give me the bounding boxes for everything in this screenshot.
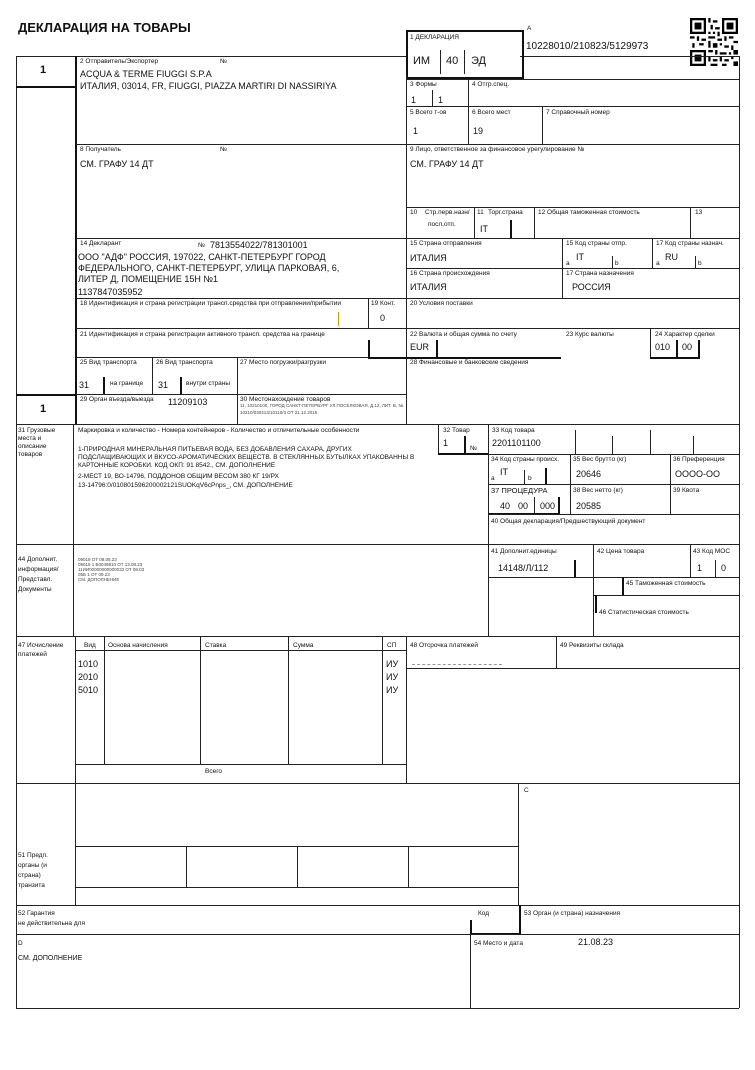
transport-inland: 31 — [158, 380, 169, 390]
box32-label: 32 Товар — [443, 427, 470, 434]
box36-label: 36 Преференция — [673, 456, 725, 463]
box26-sub: внутри страны — [186, 380, 231, 387]
corner-d-label: D — [18, 940, 23, 947]
box39-label: 39 Квота — [673, 487, 700, 494]
goods-location-1: 11, 10210100, ГОРОД САНКТ-ПЕТЕРБУРГ УЛ.ПОСЕЛКОВАЯ, Д.12, ЛИТ. В, № — [240, 403, 404, 408]
supplementary-units: 14148/Л/112 — [498, 563, 549, 573]
doc-line-5: СМ. ДОПОЛНЕНИЕ — [78, 577, 120, 582]
box32-no: № — [470, 445, 477, 452]
payment-sp-1: ИУ — [386, 659, 399, 669]
box31-label-4: товаров — [18, 451, 43, 458]
box25-label: 25 Вид транспорта — [80, 359, 137, 366]
box47-label-1: 47 Исчисление — [18, 642, 64, 649]
box16-label: 16 Страна происхождения — [410, 270, 490, 277]
box19-label: 19 Конт. — [371, 300, 396, 307]
payment-vid-3: 5010 — [78, 685, 99, 695]
box25-sub: на границе — [110, 380, 144, 387]
box44-label-4: Документы — [18, 586, 52, 593]
gross-weight: 20646 — [576, 469, 602, 479]
declaration-type-3: ЭД — [471, 55, 486, 67]
doc-line-2: 09019 1 Б0049810 ОТ 13.08.23 — [78, 562, 143, 567]
box54-label: 54 Место и дата — [474, 940, 523, 947]
box51-label-3: страна) — [18, 872, 41, 879]
box2-label: 2 Отправитель/Экспортер — [80, 58, 159, 65]
box20-label: 20 Условия поставки — [410, 300, 473, 307]
box17-label: 17 Страна назначения — [566, 270, 634, 277]
box45-label: 45 Таможенная стоимость — [626, 580, 706, 587]
declaration-date: 21.08.23 — [578, 937, 614, 947]
trading-country: IT — [480, 224, 488, 234]
transport-border: 31 — [79, 380, 90, 390]
box10-sub1: Стр.перв.назн/ — [425, 209, 470, 216]
box8-no: № — [220, 146, 227, 153]
page-title: ДЕКЛАРАЦИЯ НА ТОВАРЫ — [18, 20, 191, 35]
box35-label: 35 Вес брутто (кг) — [573, 456, 627, 463]
customs-office: 11209103 — [168, 397, 208, 407]
registration-number: 10228010/210823/5129973 — [526, 41, 649, 52]
box47-label-2: платежей — [18, 651, 47, 658]
box33-label: 33 Код товара — [492, 427, 535, 434]
total-items: 1 — [413, 126, 419, 136]
box10-sub2: посл.отп. — [428, 221, 456, 228]
box31-header: Маркировка и количество - Номера контейнеров - Количество и отличительные особенности — [78, 427, 360, 434]
box13-label: 13 — [695, 209, 703, 216]
box10-label: 10 — [410, 209, 418, 216]
box48-label: 48 Отсрочка платежей — [410, 642, 478, 649]
goods-desc-3: КАРТОННЫЕ КОРОБКИ. КОД ОКП: 91 8542., СМ. ДОПОЛНЕНИЕ — [78, 462, 276, 469]
declarant-inn: 7813554022/781301001 — [210, 240, 308, 250]
box7-label: 7 Справочный номер — [546, 109, 610, 116]
goods-location-2: 10210/030413/10110/3 ОТ 21.12.2015 — [240, 410, 318, 415]
payment-total-label: Всего — [205, 768, 223, 775]
transaction-nature-2: 00 — [682, 342, 693, 352]
preference-code: ОООО-ОО — [675, 469, 720, 479]
goods-desc-4: 2-МЕСТ 19, ВО-14796, ПОДДОНОВ ОБЩИМ ВЕСОМ 380 КГ 19/РХ — [78, 473, 279, 480]
doc-line-4: 05Б 1 ОТ 09.23 — [78, 572, 110, 577]
supplement-note: СМ. ДОПОЛНЕНИЕ — [18, 955, 83, 962]
box26-label: 26 Вид транспорта — [156, 359, 213, 366]
box23-label: 23 Курс валюты — [566, 331, 614, 338]
box17a-label: 17 Код страны назнач. — [656, 240, 724, 247]
payment-sp-2: ИУ — [386, 672, 399, 682]
dispatch-country: ИТАЛИЯ — [410, 253, 447, 263]
goods-desc-2: ПОДСЛАЩИВАЮЩИХ И ВКУСО-АРОМАТИЧЕСКИХ ВЕЩЕСТВ. В СТЕКЛЯННЫХ БУТЫЛКАХ УПАКОВАННЫ В — [78, 454, 415, 461]
box24-label: 24 Характер сделки — [655, 331, 715, 338]
corner-c-label: C — [524, 787, 529, 794]
box28-label: 28 Финансовые и банковские сведения — [410, 359, 529, 366]
box34-a: a — [491, 475, 495, 482]
box6-label: 6 Всего мест — [472, 109, 511, 116]
box52-label-2: не действительна для — [18, 920, 85, 927]
box44-label-1: 44 Дополнит. — [18, 556, 58, 563]
destination-country-code: RU — [665, 252, 678, 262]
origin-country-code: IT — [500, 467, 508, 477]
doc-line-1: 09019 ОТ 08.08.23 — [78, 557, 117, 562]
declarant-line2: ФЕДЕРАЛЬНОГО, САНКТ-ПЕТЕРБУРГ, УЛИЦА ПАРКОВАЯ, 6, — [78, 263, 340, 273]
box43-label: 43 Код МОС — [693, 548, 731, 555]
box1-label: 1 ДЕКЛАРАЦИЯ — [410, 34, 459, 41]
dispatch-country-code: IT — [576, 252, 584, 262]
box51-label-2: органы (и — [18, 862, 47, 869]
declaration-type-2: 40 — [446, 55, 459, 67]
payment-vid-2: 2010 — [78, 672, 99, 682]
box37-label: 37 ПРОЦЕДУРА — [491, 486, 548, 495]
box9-label: 9 Лицо, ответственное за финансовое урегулирование № — [410, 146, 585, 153]
box14-label: 14 Декларант — [80, 240, 122, 247]
declarant-ogrn: 1137847035952 — [78, 287, 143, 297]
box4-label: 4 Отгр.спец. — [472, 81, 510, 88]
box53-label: 53 Орган (и страна) назначения — [524, 910, 621, 917]
box51-label-4: транзита — [18, 882, 45, 889]
payment-sp-3: ИУ — [386, 685, 399, 695]
box2-no: № — [220, 58, 227, 65]
box15a-b: b — [615, 260, 619, 267]
sheet-number-mid: 1 — [40, 403, 47, 415]
col-stavka: Ставка — [205, 642, 227, 649]
box40-label: 40 Общая декларация/Предшествующий документ — [491, 518, 646, 525]
corner-a-label: A — [527, 25, 532, 32]
box51-label-1: 51 Предп. — [18, 852, 48, 859]
col-osnova: Основа начисления — [108, 642, 168, 649]
box21-label: 21 Идентификация и страна регистрации активного трансп. средства на границе — [80, 331, 325, 338]
box30-label: 30 Местонахождение товаров — [240, 396, 331, 403]
exporter-name: ACQUA & TERME FIUGGI S.P.A — [80, 69, 212, 79]
box11-sub: Торг.страна — [488, 209, 523, 216]
procedure-2: 00 — [518, 501, 529, 511]
invoice-currency: EUR — [410, 342, 430, 352]
box44-label-3: Представл. — [18, 576, 53, 583]
box22-label: 22 Валюта и общая сумма по счету — [410, 331, 517, 338]
box52-kod: Код — [478, 910, 490, 917]
box17a-a: a — [656, 260, 660, 267]
consignee-value: СМ. ГРАФУ 14 ДТ — [80, 159, 154, 169]
col-sp: СП — [387, 642, 397, 649]
mos-code-1: 1 — [697, 563, 703, 573]
destination-country: РОССИЯ — [572, 282, 611, 292]
forms-value-2: 1 — [438, 95, 444, 105]
hs-code: 2201101100 — [492, 438, 541, 448]
origin-country: ИТАЛИЯ — [410, 282, 447, 292]
box44-label-2: информация/ — [18, 566, 59, 573]
box15a-label: 15 Код страны отпр. — [566, 240, 627, 247]
box31-label-2: места и — [18, 435, 42, 442]
declaration-type-1: ИМ — [413, 55, 431, 67]
col-vid: Вид — [84, 642, 96, 649]
box38-label: 38 Вес нетто (кг) — [573, 487, 623, 494]
container-flag: 0 — [380, 313, 386, 323]
box52-label-1: 52 Гарантия — [18, 910, 55, 917]
payment-vid-1: 1010 — [78, 659, 99, 669]
box14-no: № — [198, 242, 205, 249]
box46-label: 46 Статистическая стоимость — [599, 609, 689, 616]
box42-label: 42 Цена товара — [597, 548, 645, 555]
goods-desc-5: 13-14796:0/010801596200002121SUOKqV6cPnps_, СМ. ДОПОЛНЕНИЕ — [78, 482, 293, 489]
net-weight: 20585 — [576, 501, 602, 511]
procedure-1: 40 — [500, 501, 511, 511]
box15-label: 15 Страна отправления — [410, 240, 482, 247]
box11-label: 11 — [477, 209, 484, 216]
sheet-number-top: 1 — [40, 64, 47, 76]
qr-code-icon — [690, 18, 738, 66]
box41-label: 41 Дополнит.единицы — [491, 548, 557, 555]
box3-label: 3 Формы — [410, 81, 437, 88]
box15a-a: a — [566, 260, 570, 267]
box17a-b: b — [698, 260, 702, 267]
box5-label: 5 Всего т-ов — [410, 109, 447, 116]
exporter-address: ИТАЛИЯ, 03014, FR, FIUGGI, PIAZZA MARTIRI DI NASSIRIYA — [80, 81, 337, 91]
doc-line-3: 11ИИ00000000000033 ОТ 08.03 — [78, 567, 145, 572]
box49-label: 49 Реквизиты склада — [560, 642, 624, 649]
box31-label-3: описание — [18, 443, 47, 450]
transaction-nature-1: 010 — [655, 342, 671, 352]
total-packages: 19 — [473, 126, 484, 136]
box34-label: 34 Код страны происх. — [491, 456, 560, 463]
box29-label: 29 Орган въезда/выезда — [80, 396, 154, 403]
box18-label: 18 Идентификация и страна регистрации трансп.средства при отправлении/прибытии — [80, 300, 342, 307]
col-summa: Сумма — [293, 642, 314, 649]
procedure-3: 000 — [540, 501, 556, 511]
forms-value-1: 1 — [411, 95, 417, 105]
mos-code-2: 0 — [721, 563, 727, 573]
box8-label: 8 Получатель — [80, 146, 121, 153]
goods-desc-1: 1-ПРИРОДНАЯ МИНЕРАЛЬНАЯ ПИТЬЕВАЯ ВОДА, БЕЗ ДОБАВЛЕНИЯ САХАРА, ДРУГИХ — [78, 446, 352, 453]
item-number: 1 — [443, 438, 449, 448]
box27-label: 27 Место погрузки/разгрузки — [240, 359, 327, 366]
financial-person-value: СМ. ГРАФУ 14 ДТ — [410, 159, 484, 169]
box12-label: 12 Общая таможенная стоимость — [538, 209, 640, 216]
declarant-line1: ООО "АДФ" РОССИЯ, 197022, САНКТ-ПЕТЕРБУРГ ГОРОД — [78, 252, 326, 262]
box31-label-1: 31 Грузовые — [18, 427, 56, 434]
box34-b: b — [528, 475, 532, 482]
declarant-line3: ЛИТЕР Д, ПОМЕЩЕНИЕ 15Н №1 — [78, 274, 219, 284]
